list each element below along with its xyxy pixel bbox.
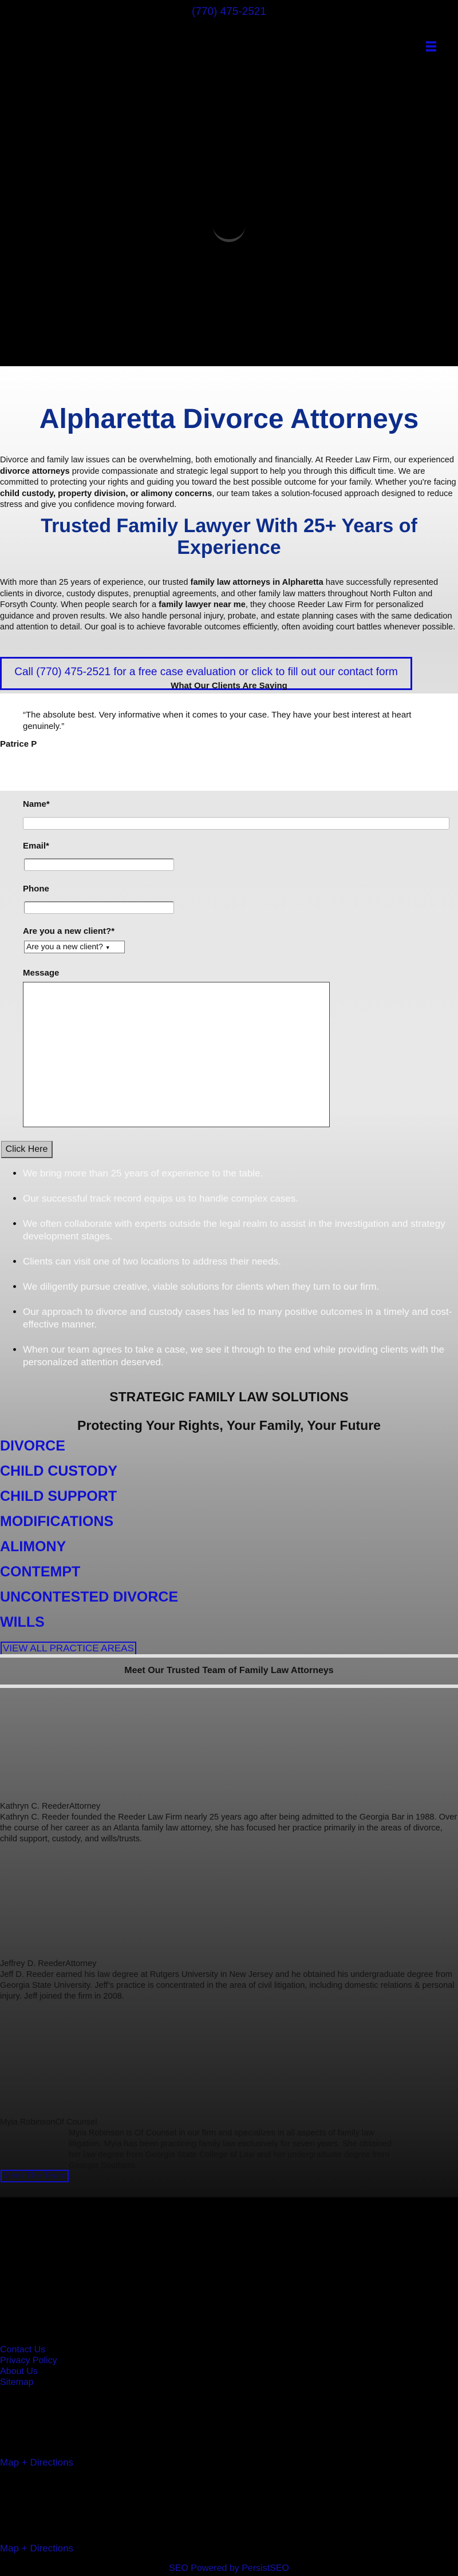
practice-area-uncontested-divorce[interactable]: UNCONTESTED DIVORCE [0, 1589, 179, 1605]
attorney-card [0, 1959, 458, 2002]
benefit-item: • Our successful track record equips us to handle complex cases. [23, 1192, 456, 1205]
page-title: Alpharetta Divorce Attorneys [39, 404, 419, 434]
practice-area-alimony[interactable]: ALIMONY [0, 1539, 66, 1555]
attorney-bio: Kathryn C. Reeder founded the Reeder Law Firm nearly 25 years ago after being admitted to the Georgia Bar in 1988. Over the course of her career as an Atlanta family law attorney, she has focused her practice primarily in the areas of divorce, child support, custody, and wills/trusts. [0, 1813, 457, 1844]
experience-heading: Trusted Family Lawyer With 25+ Years of Experience [41, 515, 417, 558]
benefit-item: • We diligently pursue creative, viable solutions for clients when they turn to our firm. [23, 1281, 456, 1293]
footer-link-about[interactable]: About Us [0, 2367, 38, 2376]
cta-contact-button[interactable]: Call (770) 475-2521 for a free case evaluation or click to fill out our contact form [0, 657, 412, 690]
team-heading: Meet Our Trusted Team of Family Law Attorneys [124, 1666, 334, 1675]
benefits-list [13, 1167, 456, 1381]
phone-input[interactable] [24, 901, 174, 914]
attorney-card [0, 2117, 458, 2171]
email-input[interactable] [24, 858, 174, 871]
benefit-item: • We bring more than 25 years of experience to the table. [23, 1167, 456, 1180]
attorney-role: Attorney [69, 1802, 101, 1811]
experience-paragraph: With more than 25 years of experience, our trusted family law attorneys in Alpharetta have successfully represented clients in divorce, custody disputes, prenuptial agreements, and other family law matters throughout North Fulton and Forsyth County. When people search for a family lawyer near me, they choose Reeder Law Firm for personalized guidance and proven results. We also handle personal injury, probate, and estate planning cases with the same dedication and attention to detail. Our goal is to achieve favorable outcomes efficiently, often avoiding court battles whenever possible. [0, 578, 456, 632]
name-label: Name* [23, 799, 50, 809]
footer-links [0, 2344, 57, 2388]
testimonials-heading: What Our Clients Are Saying [171, 681, 287, 691]
practice-area-child-support[interactable]: CHILD SUPPORT [0, 1488, 117, 1504]
practice-area-modifications[interactable]: MODIFICATIONS [0, 1513, 114, 1529]
divider [0, 1654, 458, 1658]
testimonial-author: Patrice P [0, 739, 37, 749]
benefit-item: • When our team agrees to take a case, we see it through to the end while providing clients with the personalized attention deserved. [23, 1344, 456, 1369]
spinner-icon [213, 226, 245, 242]
intro-paragraph: Divorce and family law issues can be overwhelming, both emotionally and financially. At Reeder Law Firm, our experienced divorce attorneys provide compassionate and strategic legal support to help you through this difficult time. We are committed to protecting your rights and guiding you toward the best possible outcome for your family. Whether you're facing child custody, property division, or alimony concerns, our team takes a solution-focused approach designed to reduce stress and give you confidence moving forward. [0, 455, 456, 509]
attorney-bio: Myia Robinson is Of Counsel in our firm and specializes in all aspects of family law litigation. Myia has been practicing family law exclusively for seven years. She obtained her law degree from Georgia State College of Law and her undergraduate degree from Georgia Southern. [69, 2129, 392, 2170]
attorney-card [0, 1801, 458, 1845]
chevron-down-icon: ▼ [105, 945, 110, 950]
testimonial-quote: “The absolute best. Very informative when it comes to your case. They have your best interest at heart genuinely.” [23, 710, 412, 731]
submit-button[interactable]: Click Here [1, 1141, 53, 1158]
new-client-label: Are you a new client?* [23, 926, 115, 936]
name-input[interactable] [23, 817, 449, 830]
practice-area-divorce[interactable]: DIVORCE [0, 1438, 65, 1454]
message-textarea[interactable] [23, 982, 330, 1127]
email-label: Email* [23, 841, 49, 851]
new-client-select[interactable] [24, 941, 125, 953]
footer-link-contact[interactable]: Contact Us [0, 2345, 46, 2355]
practice-subheading: Protecting Your Rights, Your Family, Your Future [77, 1418, 381, 1433]
practice-area-contempt[interactable]: CONTEMPT [0, 1564, 81, 1580]
header-phone-link[interactable]: (770) 475-2521 [192, 6, 266, 18]
footer-link-privacy[interactable]: Privacy Policy [0, 2356, 57, 2365]
practice-area-wills[interactable]: WILLS [0, 1614, 45, 1630]
practice-heading: STRATEGIC FAMILY LAW SOLUTIONS [109, 1389, 349, 1404]
phone-label: Phone [23, 884, 49, 894]
attorney-bio: Jeff D. Reeder earned his law degree at Rutgers University in New Jersey and he obtained his undergraduate degree from Georgia State University. Jeff’s practice is concentrated in the area of civil litigation, including domestic relations & personal injury. Jeff joined the firm in 2008. [0, 1970, 455, 2001]
view-all-practice-areas-button[interactable]: VIEW ALL PRACTICE AREAS [1, 1642, 136, 1655]
testimonials-background [0, 693, 458, 791]
practice-area-child-custody[interactable]: CHILD CUSTODY [0, 1463, 118, 1479]
attorney-name: Myia Robinson [0, 2118, 56, 2127]
attorney-name: Kathryn C. Reeder [0, 1802, 69, 1811]
attorney-role: Of Counsel [55, 2118, 97, 2127]
divider [0, 1685, 458, 1688]
benefit-item: • Our approach to divorce and custody cases has led to many positive outcomes in a timely and cost-effective manner. [23, 1306, 456, 1331]
map-directions-link[interactable]: Map + Directions [0, 2543, 74, 2554]
new-client-value: Are you a new client? [26, 942, 103, 951]
message-label: Message [23, 968, 60, 978]
attorney-name: Jeffrey D. Reeder [0, 1959, 66, 1968]
hamburger-icon[interactable] [425, 40, 437, 53]
meet-the-team-button[interactable]: Meet The Team [1, 2170, 69, 2182]
benefit-item: • Clients can visit one of two locations to address their needs. [23, 1255, 456, 1268]
footer-link-sitemap[interactable]: Sitemap [0, 2377, 34, 2387]
seo-credit-link[interactable]: SEO Powered by PersistSEO [169, 2563, 289, 2573]
benefit-item: • We often collaborate with experts outside the legal realm to assist in the investigation and strategy development stages. [23, 1218, 456, 1243]
attorney-role: Attorney [65, 1959, 97, 1968]
map-directions-link[interactable]: Map + Directions [0, 2457, 74, 2468]
